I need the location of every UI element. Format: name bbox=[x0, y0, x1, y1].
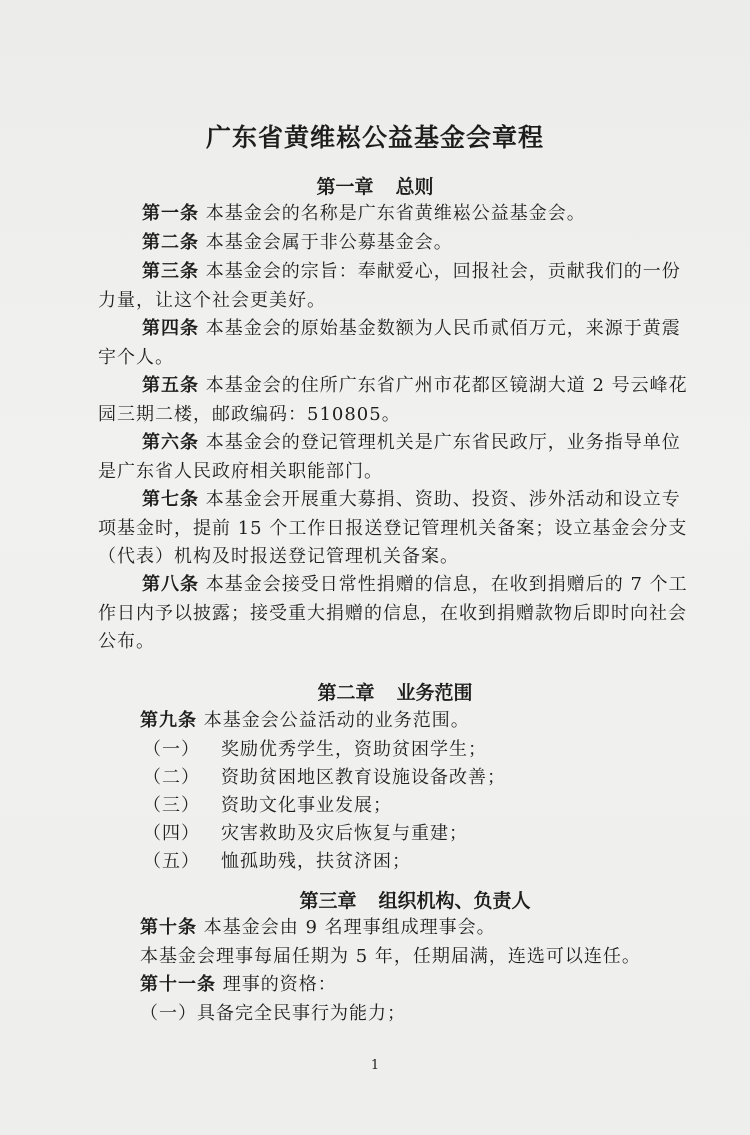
article-11 bbox=[140, 970, 337, 996]
item-text: 灾害救助及灾后恢复与重建； bbox=[221, 823, 468, 844]
chapter-1-heading bbox=[0, 172, 750, 199]
article-label: 第二条 bbox=[142, 232, 199, 253]
article-text: 本基金会的原始基金数额为人民币贰佰万元，来源于黄震宇个人。 bbox=[98, 318, 681, 368]
article-10 bbox=[140, 913, 496, 939]
article-4 bbox=[98, 315, 698, 372]
item-number: （三） bbox=[143, 795, 200, 816]
item-text: 恤孤助残，扶贫济困； bbox=[221, 851, 411, 872]
page-number: 1 bbox=[370, 1058, 380, 1073]
article-text: 本基金会属于非公募基金会。 bbox=[205, 232, 453, 253]
chapter-number: 第三章 bbox=[299, 890, 357, 912]
article-label: 第十条 bbox=[140, 917, 197, 938]
article-text: 本基金会由 9 名理事组成理事会。 bbox=[203, 917, 496, 938]
document-title: 广东省黄维崧公益基金会章程 bbox=[205, 123, 544, 152]
article-text: 本基金会开展重大募捐、资助、投资、涉外活动和设立专项基金时，提前 15 个工作日报送登记管理机关备案；设立基金会分支（代表）机构及时报送登记管理机关备案。 bbox=[98, 489, 688, 567]
chapter-number: 第二章 bbox=[317, 682, 375, 704]
article-label: 第三条 bbox=[142, 261, 199, 282]
qualification-1: （一）具备完全民事行为能力； bbox=[140, 1003, 406, 1024]
article-5 bbox=[98, 372, 698, 429]
scope-item bbox=[143, 847, 411, 873]
article-text: 本基金会的住所广东省广州市花都区镜湖大道 2 号云峰花园三期二楼，邮政编码：510805。 bbox=[98, 375, 688, 425]
article-text: 本基金会公益活动的业务范围。 bbox=[203, 710, 470, 731]
article-label: 第七条 bbox=[142, 489, 199, 510]
item-text: 资助文化事业发展； bbox=[221, 795, 392, 816]
scope-item bbox=[143, 735, 487, 761]
item-number: （二） bbox=[143, 767, 200, 788]
article-6 bbox=[98, 429, 698, 486]
article-2 bbox=[98, 229, 698, 258]
chapter-3-heading bbox=[40, 886, 750, 913]
article-3 bbox=[98, 258, 698, 315]
item-number: （四） bbox=[143, 823, 200, 844]
article-text: 本基金会的名称是广东省黄维崧公益基金会。 bbox=[205, 203, 586, 224]
article-label: 第五条 bbox=[142, 375, 199, 396]
item-text: 奖励优秀学生，资助贫困学生； bbox=[221, 739, 487, 760]
article-text: 理事的资格： bbox=[222, 974, 337, 995]
article-label: 第九条 bbox=[140, 710, 197, 731]
article-text: 本基金会的宗旨：奉献爱心，回报社会，贡献我们的一份力量，让这个社会更美好。 bbox=[98, 261, 681, 311]
article-9 bbox=[140, 706, 470, 732]
article-text: 本基金会接受日常性捐赠的信息，在收到捐赠后的 7 个工作日内予以披露；接受重大捐赠的信息，在收到捐赠款物后即时向社会公布。 bbox=[98, 574, 688, 652]
chapter-2-heading bbox=[20, 678, 750, 705]
article-label: 第一条 bbox=[142, 203, 199, 224]
term-line: 本基金会理事每届任期为 5 年，任期届满，连选可以连任。 bbox=[140, 946, 641, 967]
scope-item bbox=[143, 819, 468, 845]
scope-item bbox=[143, 791, 392, 817]
article-label: 第八条 bbox=[142, 574, 199, 595]
item-number: （五） bbox=[143, 851, 200, 872]
article-label: 第四条 bbox=[142, 318, 199, 339]
item-text: 资助贫困地区教育设施设备改善； bbox=[221, 767, 506, 788]
article-1 bbox=[98, 200, 698, 229]
item-number: （一） bbox=[143, 739, 200, 760]
article-label: 第十一条 bbox=[140, 974, 216, 995]
article-7 bbox=[98, 486, 698, 572]
chapter-name: 总则 bbox=[395, 176, 434, 198]
scope-item bbox=[143, 763, 506, 789]
chapter-name: 组织机构、负责人 bbox=[378, 890, 531, 912]
chapter-number: 第一章 bbox=[316, 176, 374, 198]
article-label: 第六条 bbox=[142, 432, 199, 453]
article-text: 本基金会的登记管理机关是广东省民政厅，业务指导单位是广东省人民政府相关职能部门。 bbox=[98, 432, 681, 482]
chapter-name: 业务范围 bbox=[396, 682, 473, 704]
article-8 bbox=[98, 571, 698, 657]
